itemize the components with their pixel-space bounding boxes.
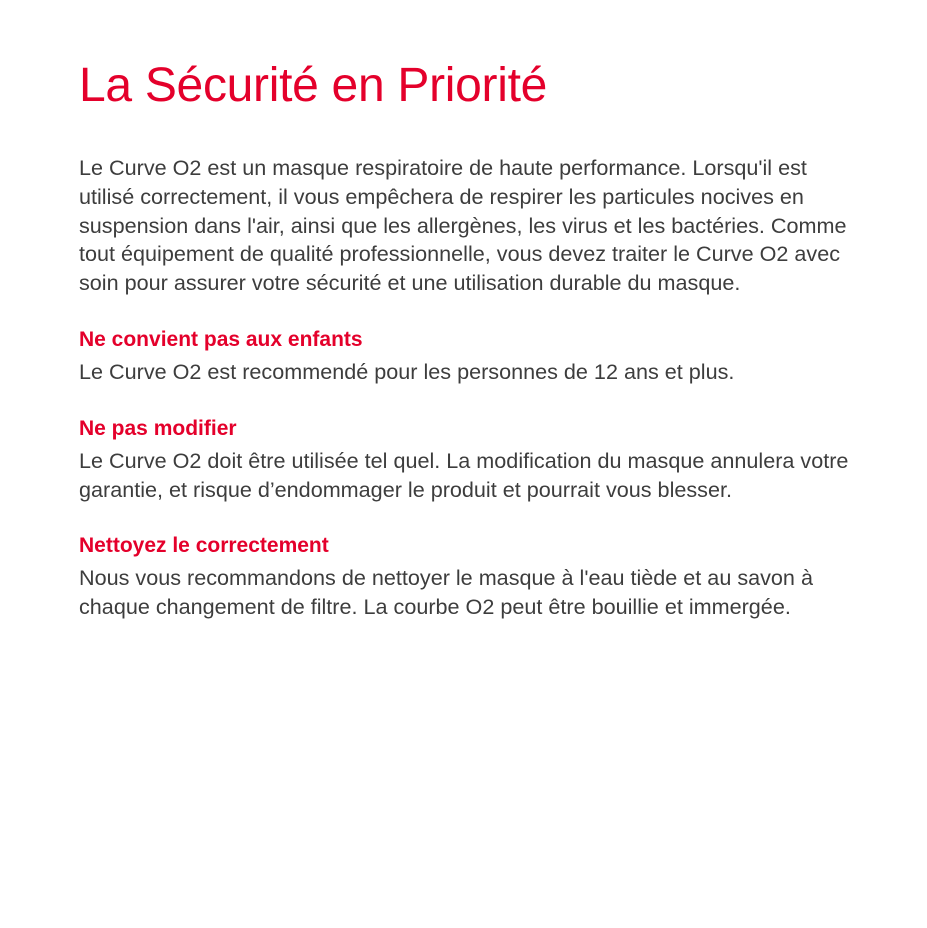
section-body: Le Curve O2 est recommendé pour les personnes de 12 ans et plus. bbox=[79, 358, 735, 384]
section-heading: Ne convient pas aux enfants bbox=[79, 327, 363, 351]
section-body: Le Curve O2 doit être utilisée tel quel. La modification du masque annulera votre garantie, et risque d’endommager le produit et pourrait vous blesser. bbox=[79, 447, 849, 502]
section-body: Nous vous recommandons de nettoyer le masque à l'eau tiède et au savon à chaque changement de filtre. La courbe O2 peut être bouillie et immergée. bbox=[79, 565, 813, 620]
intro-paragraph: Le Curve O2 est un masque respiratoire de haute performance. Lorsqu'il est utilisé correctement, il vous empêchera de respirer les particules nocives en suspension dans l'air, ainsi que les allergènes, les virus et les bactéries. Comme tout équipement de qualité professionnelle, vous devez traiter le Curve O2 avec soin pour assurer votre sécurité et une utilisation durable du masque. bbox=[79, 155, 847, 296]
page-title: La Sécurité en Priorité bbox=[79, 59, 548, 112]
section-children-warning bbox=[79, 326, 854, 387]
section-do-not-modify bbox=[79, 415, 854, 505]
section-heading: Ne pas modifier bbox=[79, 416, 237, 440]
document-page bbox=[79, 52, 854, 622]
section-heading: Nettoyez le correctement bbox=[79, 534, 329, 558]
section-cleaning bbox=[79, 532, 854, 622]
